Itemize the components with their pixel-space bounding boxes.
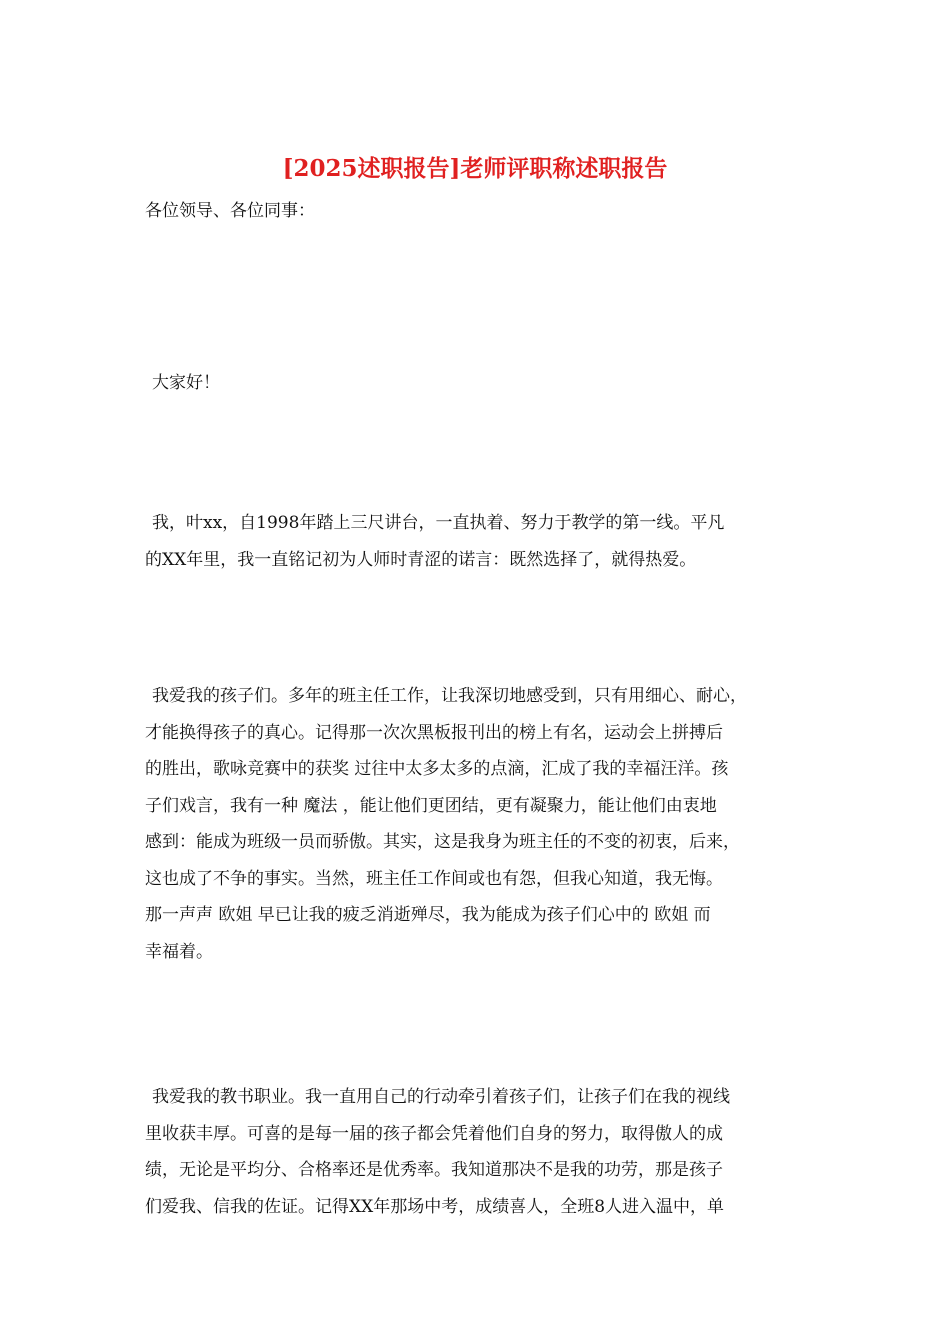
title-main-part: 老师评职称述职报告 xyxy=(460,155,668,182)
paragraph-2 xyxy=(145,678,805,970)
paragraph-line: 的胜出，歌咏竞赛中的获奖 过往中太多太多的点滴，汇成了我的幸福汪洋。孩 xyxy=(145,759,729,779)
title-bracket-part: [2025述职报告] xyxy=(282,155,461,182)
paragraph-line: 这也成了不争的事实。当然，班主任工作间或也有怨，但我心知道，我无悔。 xyxy=(145,868,723,889)
paragraph-line: 子们戏言，我有一种 魔法 ，能让他们更团结，更有凝聚力，能让他们由衷地 xyxy=(145,795,717,816)
paragraph-line: 们爱我、信我的佐证。记得XX年那场中考，成绩喜人，全班8人进入温中，单 xyxy=(145,1196,725,1217)
paragraph-line: 我，叶xx，自1998年踏上三尺讲台，一直执着、努力于教学的第一线。平凡 xyxy=(152,513,725,533)
salutation: 各位领导、各位同事： xyxy=(145,201,315,221)
document-title xyxy=(0,152,950,186)
paragraph-1 xyxy=(145,505,805,578)
paragraph-line: 绩，无论是平均分、合格率还是优秀率。我知道那决不是我的功劳，那是孩子 xyxy=(145,1160,723,1180)
paragraph-line: 那一声声 欧姐 早已让我的疲乏消逝殚尽，我为能成为孩子们心中的 欧姐 而 xyxy=(145,905,711,925)
paragraph-line: 我爱我的孩子们。多年的班主任工作，让我深切地感受到，只有用细心、耐心， xyxy=(152,686,747,706)
paragraph-line: 的XX年里，我一直铭记初为人师时青涩的诺言：既然选择了，就得热爱。 xyxy=(145,549,697,570)
paragraph-line: 里收获丰厚。可喜的是每一届的孩子都会凭着他们自身的努力，取得傲人的成 xyxy=(145,1123,723,1144)
paragraph-line: 幸福着。 xyxy=(145,941,213,962)
greeting: 大家好！ xyxy=(152,373,220,393)
paragraph-3 xyxy=(145,1079,805,1225)
paragraph-line: 感到：能成为班级一员而骄傲。其实，这是我身为班主任的不变的初衷，后来， xyxy=(145,832,740,852)
paragraph-line: 我爱我的教书职业。我一直用自己的行动牵引着孩子们，让孩子们在我的视线 xyxy=(152,1087,730,1107)
paragraph-line: 才能换得孩子的真心。记得那一次次黑板报刊出的榜上有名，运动会上拼搏后 xyxy=(145,722,723,743)
